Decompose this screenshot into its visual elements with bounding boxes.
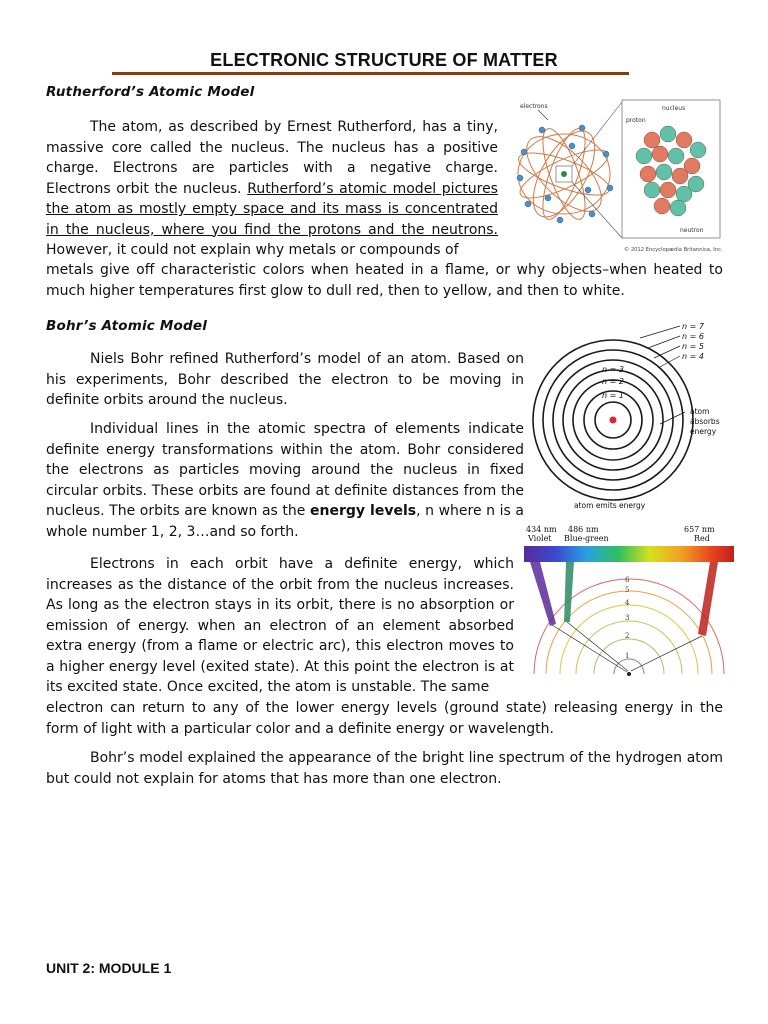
orbit-label-n5: n = 5 bbox=[682, 342, 704, 351]
rutherford-text-underlined: Rutherford’s atomic model pictures the atom as mostly empty space and its mass is concentrated in the nucleus, where you find the protons and the neutrons. bbox=[46, 180, 498, 238]
orbit-label-n6: n = 6 bbox=[682, 332, 704, 341]
bohr-heading: Bohr’s Atomic Model bbox=[46, 318, 208, 334]
spectrum-band bbox=[524, 546, 734, 562]
level-3: 3 bbox=[625, 614, 630, 622]
bohr-paragraph-2 bbox=[46, 419, 524, 542]
title-underline bbox=[112, 72, 629, 75]
color-blue-green: Blue-green bbox=[564, 534, 609, 543]
rutherford-text-b: However, it could not explain why metals or compounds of bbox=[46, 242, 459, 258]
label-neutron: neutron bbox=[680, 227, 704, 234]
bohr-paragraph-4 bbox=[46, 748, 723, 789]
bohr-p3-text-a: Electrons in each orbit have a definite energy, which increases as the distance of the orbit from the nucleus increases. As long as the electron stays in its orbit, there is no absorption or emission of energy. when an electron of an element absorbed extra energy (from a flame or electric arc), this electron moves to a higher energy level (exited state). At this point the electron is at its excited state. Once excited, the atom is unstable. The same bbox=[46, 556, 514, 695]
rutherford-paragraph-bottom: metals give off characteristic colors when heated in a flame, or why objects–when heated to much higher temperatures first glow to dull red, then to yellow, and then to white. bbox=[46, 262, 723, 299]
wavelength-486: 486 nm bbox=[568, 525, 599, 534]
absorbs-label-1: atom bbox=[690, 407, 710, 416]
level-1: 1 bbox=[625, 652, 630, 660]
energy-levels-term: energy levels bbox=[310, 503, 417, 519]
wavelength-657: 657 nm bbox=[684, 525, 715, 534]
level-6: 6 bbox=[625, 576, 630, 584]
britannica-credit: © 2012 Encyclopædia Britannica, Inc. bbox=[624, 247, 723, 253]
bohr-paragraph-1 bbox=[46, 349, 524, 411]
absorbs-label-2: absorbs bbox=[690, 417, 720, 426]
bohr-paragraph-3 bbox=[46, 554, 514, 698]
rutherford-text-a: The atom, as described by Ernest Rutherford, has a tiny, massive core called the nucleus. The nucleus has a positive charge. Electrons are particles with a negative charge. Electrons orbit the nucleus. bbox=[46, 119, 498, 197]
orbit-label-n4: n = 4 bbox=[682, 352, 704, 361]
orbit-label-n3: n = 3 bbox=[602, 365, 624, 374]
label-proton: proton bbox=[626, 117, 646, 124]
label-electrons: electrons bbox=[520, 103, 548, 110]
orbit-label-n1: n = 1 bbox=[602, 391, 624, 400]
bohr-p2-text-b: , n where n is a whole number 1, 2, 3…and so forth. bbox=[46, 503, 524, 540]
emits-label: atom emits energy bbox=[574, 501, 646, 510]
page-footer: UNIT 2: MODULE 1 bbox=[46, 960, 172, 976]
color-red: Red bbox=[694, 534, 710, 543]
bohr-paragraph-3-cont: electron can return to any of the lower energy levels (ground state) releasing energy in the form of light with a particular color and a definite energy or wavelength. bbox=[46, 700, 723, 737]
bohr-p2-text-a: Individual lines in the atomic spectra of elements indicate definite energy transformations within the atom. Bohr considered the electrons as particles moving around the nucleus in fixed circular orbits. These orbits are found at definite distances from the nucleus. The orbits are known as the bbox=[46, 421, 524, 519]
color-violet: Violet bbox=[528, 534, 552, 543]
bohr-p4-text: Bohr’s model explained the appearance of the bright line spectrum of the hydrogen atom but could not explain for atoms that has more than one electron. bbox=[46, 750, 723, 787]
level-4: 4 bbox=[625, 599, 630, 607]
label-nucleus: nucleus bbox=[662, 105, 686, 112]
absorbs-label-3: energy bbox=[690, 427, 717, 436]
bohr-orbits-figure bbox=[530, 318, 730, 514]
rutherford-heading: Rutherford’s Atomic Model bbox=[46, 84, 255, 100]
wavelength-434: 434 nm bbox=[526, 525, 557, 534]
rutherford-paragraph-top bbox=[46, 117, 498, 261]
bohr-p1-text: Niels Bohr refined Rutherford’s model of an atom. Based on his experiments, Bohr described the electron to be moving in definite orbits around the nucleus. bbox=[46, 351, 524, 408]
level-2: 2 bbox=[625, 632, 630, 640]
orbit-label-n7: n = 7 bbox=[682, 322, 704, 331]
hydrogen-spectrum-figure bbox=[524, 524, 736, 684]
orbit-label-n2: n = 2 bbox=[602, 377, 624, 386]
rutherford-atom-figure bbox=[512, 94, 726, 254]
page-title: ELECTRONIC STRUCTURE OF MATTER bbox=[210, 50, 558, 70]
level-5: 5 bbox=[625, 586, 630, 594]
